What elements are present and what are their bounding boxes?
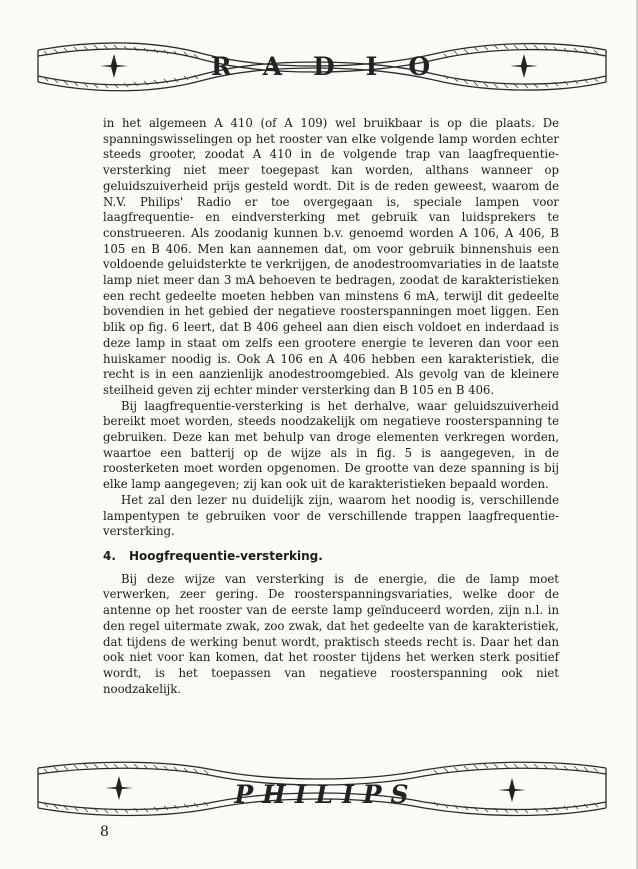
body-paragraph: Bij deze wijze van versterking is de energie, die de lamp moet verwerken, zeer gering. De roosterspanningsvariaties, welke door de antenne op het rooster van de eerste lamp geïnduceerd worden, zijn n.l. in den regel uitermate zwak, zoo zwak, dat het gedeelte van de karakteristiek, dat tijdens de werking benut wordt, praktisch steeds recht is. Daar het dan ook niet voor kan komen, dat het rooster tijdens het werken sterk positief wordt, is het toepassen van negatieve roosterspanning ook niet noodzakelijk. — [103, 571, 559, 696]
article-body — [103, 116, 559, 697]
header-ribbon-banner — [34, 36, 610, 98]
section-title: Hoogfrequentie-versterking. — [129, 548, 323, 563]
banner-title: RADIO — [210, 52, 462, 81]
banner-brand: PHILIPS — [234, 780, 418, 809]
body-paragraph: Bij laagfrequentie-versterking is het derhalve, waar geluidszuiverheid bereikt moet worden, steeds noodzakelijk om negatieve roosterspanning te gebruiken. Deze kan met behulp van droge elementen verkregen worden, waartoe een batterij op de wijze als in fig. 5 is aangegeven, in de roosterketen moet worden opgenomen. De grootte van deze spanning is bij elke lamp aangegeven; zij kan ook uit de karakteristieken bepaald worden. — [103, 398, 559, 492]
body-paragraph: Het zal den lezer nu duidelijk zijn, waarom het noodig is, verschillende lampentypen te gebruiken voor de verschillende trappen laagfrequentie-versterking. — [103, 492, 559, 539]
section-heading — [103, 549, 559, 565]
section-number: 4. — [103, 548, 116, 563]
footer-ribbon-banner — [34, 758, 610, 820]
page-number: 8 — [100, 824, 109, 840]
body-paragraph: in het algemeen A 410 (of A 109) wel bruikbaar is op die plaats. De spanningswisselingen op het rooster van elke volgende lamp worden echter steeds grooter, zoodat A 410 in de volgende trap van laagfrequentie-versterking niet meer toegepast kan worden, althans wanneer op geluidszuiverheid prijs gesteld wordt. Dit is de reden geweest, waarom de N.V. Philips' Radio er toe overgegaan is, speciale lampen voor laagfrequentie- en eindversterking met gebruik van luidsprekers te construeeren. Als zoodanig kunnen b.v. genoemd worden A 106, A 406, B 105 en B 406. Men kan aannemen dat, om voor gebruik binnenshuis een voldoende geluidsterkte te verkrijgen, de anodestroomvariaties in de laatste lamp niet meer dan 3 mA behoeven te bedragen, zoodat de karakteristieken een recht gedeelte moeten hebben van minstens 6 mA, terwijl dit gedeelte bovendien in het gebied der negatieve roosterspanningen moet liggen. Een blik op fig. 6 leert, dat B 406 geheel aan dien eisch voldoet en inderdaad is deze lamp in staat om zelfs een grootere energie te leveren dan voor een huiskamer noodig is. Ook A 106 en A 406 hebben een karakteristiek, die recht is in een aanzienlijk anodestroomgebied. Als gevolg van de kleinere steilheid geven zij echter minder versterking dan B 105 en B 406. — [103, 116, 559, 397]
